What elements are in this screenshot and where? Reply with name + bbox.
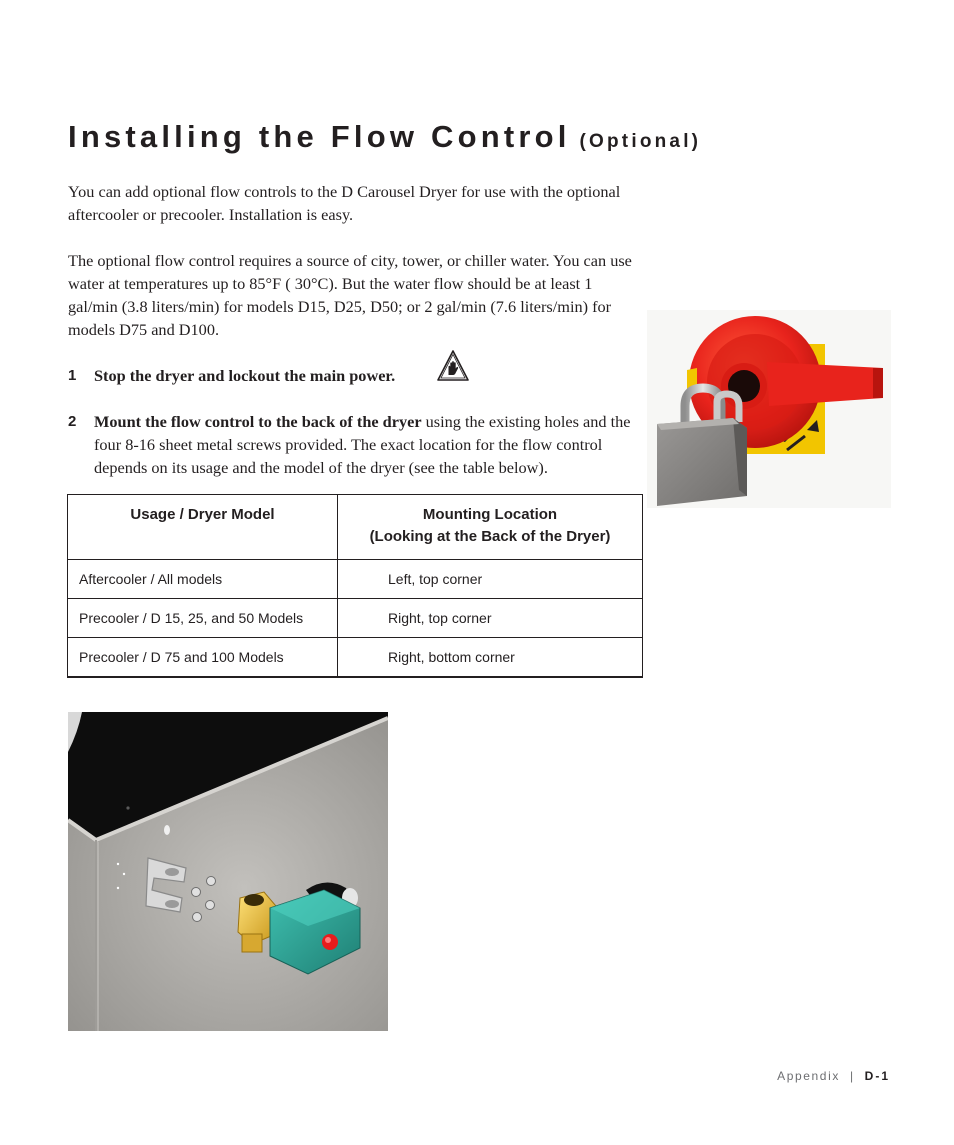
- step-text: [94, 364, 643, 387]
- header-mounting-location: [338, 495, 643, 560]
- title-main: Installing the Flow Control: [68, 119, 571, 154]
- table-cell-location: Right, bottom corner: [338, 638, 643, 678]
- step-number: 2: [68, 413, 77, 430]
- table-cell-usage: Precooler / D 75 and 100 Models: [68, 638, 338, 678]
- step-2: [68, 410, 643, 479]
- step-1: [68, 364, 643, 387]
- table-cell-usage: Aftercooler / All models: [68, 560, 338, 599]
- page-footer: [777, 1069, 890, 1083]
- footer-separator: |: [849, 1069, 855, 1083]
- flow-control-mounting-image: [68, 712, 388, 1031]
- header-mounting-subtitle: (Looking at the Back of the Dryer): [369, 528, 611, 545]
- footer-section: Appendix: [777, 1069, 840, 1083]
- table-row: [68, 638, 643, 678]
- header-mounting-title: Mounting Location: [422, 506, 558, 523]
- step-number: 1: [68, 367, 77, 384]
- lockout-padlock-image: [647, 310, 891, 508]
- header-usage: Usage / Dryer Model: [68, 495, 338, 560]
- requirements-paragraph: The optional flow control requires a source of city, tower, or chiller water. You can use water at temperatures up to 85°F ( 30°C). But the water flow should be at least 1 gal/min (3.8 liters/min) for models D15, D25, D50; or 2 gal/min (7.6 liters/min) for models D75 and D100.: [68, 251, 632, 339]
- table-header-row: [68, 495, 643, 560]
- step-text: [94, 410, 643, 479]
- table-cell-usage: Precooler / D 15, 25, and 50 Models: [68, 599, 338, 638]
- table-row: [68, 599, 643, 638]
- page-number: D-1: [864, 1069, 890, 1083]
- step-bold-text: Mount the flow control to the back of the dryer: [94, 412, 422, 431]
- table-cell-location: Right, top corner: [338, 599, 643, 638]
- warning-hand-icon: [436, 349, 470, 383]
- mounting-location-table: [67, 494, 643, 678]
- table-cell-location: Left, top corner: [338, 560, 643, 599]
- step-rest-text: using the existing holes and the four 8-16 sheet metal screws provided. The exact location for the flow control depends on its usage and the model of the dryer (see the table below).: [94, 412, 631, 477]
- step-bold-text: Stop the dryer and lockout the main power.: [94, 366, 396, 385]
- page-title: [68, 118, 701, 155]
- title-optional: (Optional): [579, 131, 702, 152]
- table-row: [68, 560, 643, 599]
- intro-paragraph: You can add optional flow controls to the D Carousel Dryer for use with the optional aftercooler or precooler. Installation is easy.: [68, 182, 621, 224]
